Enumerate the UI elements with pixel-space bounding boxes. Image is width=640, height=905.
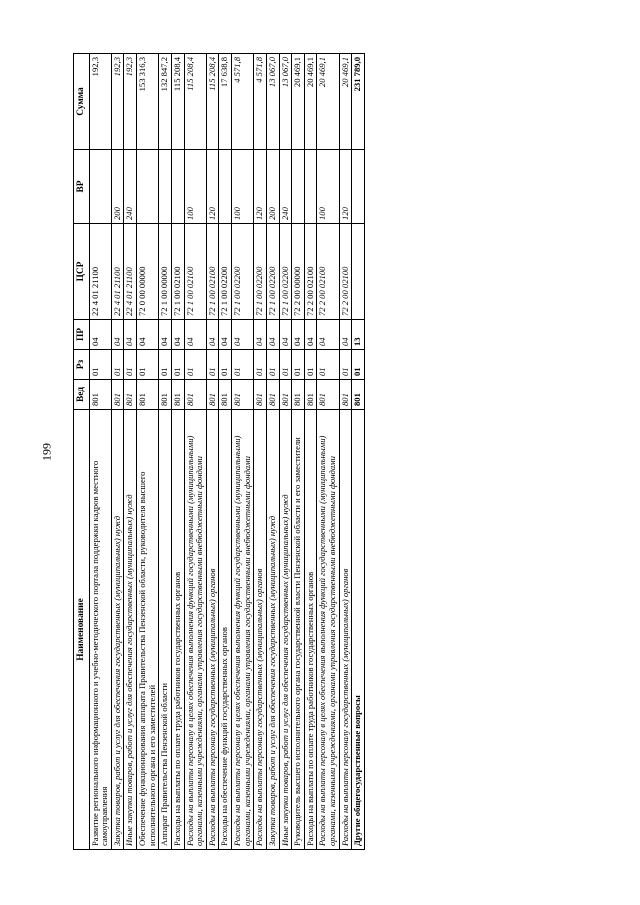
cell-ved: 801 [304,380,317,410]
cell-pr: 04 [254,320,267,350]
cell-rz: 01 [254,350,267,380]
cell-rz: 01 [171,350,184,380]
cell-sum: 20 469,1 [339,54,352,150]
cell-name: Развитие регионального информационного и учебно-методического портала поддержки кадров местного самоуправления [89,410,111,850]
cell-csr: 72 2 00 02100 [317,224,339,320]
table-row [254,54,267,850]
header-ved: Вед [74,380,90,410]
cell-sum: 115 208,4 [184,54,206,150]
table-row [124,54,137,850]
cell-ved: 801 [339,380,352,410]
header-rz: Рз [74,350,90,380]
cell-sum: 20 469,1 [292,54,305,150]
cell-vr: 120 [339,150,352,224]
cell-name: Расходы на выплаты персоналу государственных (муниципальных) органов [206,410,219,850]
cell-csr: 72 1 00 02100 [206,224,219,320]
cell-vr [304,150,317,224]
cell-pr: 13 [352,320,365,350]
cell-vr: 200 [266,150,279,224]
cell-sum: 17 638,8 [219,54,232,150]
cell-csr: 72 2 00 00000 [292,224,305,320]
table-row [317,54,339,850]
cell-ved: 801 [254,380,267,410]
cell-csr: 72 1 00 02100 [171,224,184,320]
cell-pr: 04 [292,320,305,350]
cell-csr: 72 2 00 02100 [304,224,317,320]
table-row [279,54,292,850]
cell-pr: 04 [219,320,232,350]
cell-vr [89,150,111,224]
page-number: 199 [39,443,54,461]
cell-rz: 01 [279,350,292,380]
cell-rz: 01 [339,350,352,380]
cell-csr [352,224,365,320]
table-row [232,54,254,850]
cell-csr: 72 1 00 00000 [159,224,172,320]
header-name: Наименование [74,410,90,850]
cell-name: Другие общегосударственные вопросы [352,410,365,850]
table-row [219,54,232,850]
cell-pr: 04 [137,320,159,350]
cell-ved: 801 [159,380,172,410]
table-row [206,54,219,850]
cell-sum: 153 316,3 [137,54,159,150]
cell-name: Расходы на выплаты персоналу в целях обеспечения выполнения функций государственными (муниципальными) органами, казенными учреждениями, органами управления государственными внебюджетными фондами [232,410,254,850]
cell-rz: 01 [89,350,111,380]
table-body [89,54,364,850]
header-sum: Сумма [74,54,90,150]
cell-name: Аппарат Правительства Пензенской области [159,410,172,850]
table-row [184,54,206,850]
table-row [266,54,279,850]
cell-name: Расходы на выплаты персоналу в целях обеспечения выполнения функций государственными (муниципальными) органами, казенными учреждениями, органами управления государственными внебюджетными фондами [184,410,206,850]
cell-vr: 120 [206,150,219,224]
cell-rz: 01 [184,350,206,380]
cell-ved: 801 [206,380,219,410]
cell-sum: 13 067,0 [266,54,279,150]
table-row [292,54,305,850]
cell-sum: 192,3 [111,54,124,150]
cell-pr: 04 [171,320,184,350]
cell-csr: 72 1 00 02200 [219,224,232,320]
cell-rz: 01 [111,350,124,380]
cell-name: Расходы на выплаты персоналу в целях обеспечения выполнения функций государственными (муниципальными) органами, казенными учреждениями, органами управления государственными внебюджетными фондами [317,410,339,850]
cell-csr: 22 4 01 21100 [111,224,124,320]
cell-csr: 72 1 00 02200 [232,224,254,320]
cell-sum: 115 208,4 [206,54,219,150]
table-row [352,54,365,850]
cell-sum: 4 571,8 [254,54,267,150]
cell-sum: 115 208,4 [171,54,184,150]
cell-rz: 01 [292,350,305,380]
cell-name: Закупка товаров, работ и услуг для обеспечения государственных (муниципальных) нужд [111,410,124,850]
cell-vr [171,150,184,224]
cell-csr: 72 1 00 02200 [254,224,267,320]
cell-rz: 01 [137,350,159,380]
cell-name: Иные закупки товаров, работ и услуг для обеспечения государственных (муниципальных) нужд [124,410,137,850]
table-row [111,54,124,850]
cell-sum: 192,3 [89,54,111,150]
cell-name: Расходы на выплаты персоналу государственных (муниципальных) органов [339,410,352,850]
header-pr: ПР [74,320,90,350]
cell-csr: 22 4 01 21100 [89,224,111,320]
cell-name: Обеспечение функционирования аппарата Правительства Пензенской области, руководителя высшего исполнительного органа и его заместителей [137,410,159,850]
cell-csr: 72 2 00 02100 [339,224,352,320]
cell-sum: 132 847,2 [159,54,172,150]
cell-vr: 240 [279,150,292,224]
cell-rz: 01 [352,350,365,380]
cell-pr: 04 [339,320,352,350]
cell-rz: 01 [124,350,137,380]
cell-vr: 120 [254,150,267,224]
cell-vr [137,150,159,224]
table-row [137,54,159,850]
cell-rz: 01 [159,350,172,380]
cell-rz: 01 [219,350,232,380]
cell-sum: 20 469,1 [304,54,317,150]
cell-vr [292,150,305,224]
cell-vr: 100 [232,150,254,224]
cell-ved: 801 [219,380,232,410]
table-row [89,54,111,850]
cell-ved: 801 [279,380,292,410]
cell-ved: 801 [137,380,159,410]
cell-ved: 801 [89,380,111,410]
cell-name: Расходы на выплаты по оплате труда работников государственных органов [304,410,317,850]
budget-table [73,53,365,850]
cell-name: Расходы на обеспечение функций государственных органов [219,410,232,850]
header-vr: ВР [74,150,90,224]
cell-rz: 01 [266,350,279,380]
cell-ved: 801 [232,380,254,410]
cell-ved: 801 [352,380,365,410]
cell-ved: 801 [124,380,137,410]
cell-vr [219,150,232,224]
cell-pr: 04 [279,320,292,350]
cell-pr: 04 [159,320,172,350]
cell-rz: 01 [206,350,219,380]
cell-name: Расходы на выплаты по оплате труда работников государственных органов [171,410,184,850]
cell-rz: 01 [232,350,254,380]
cell-pr: 04 [304,320,317,350]
cell-csr: 72 1 00 02200 [279,224,292,320]
cell-csr: 22 4 01 21100 [124,224,137,320]
cell-ved: 801 [317,380,339,410]
cell-pr: 04 [232,320,254,350]
cell-rz: 01 [317,350,339,380]
cell-sum: 192,3 [124,54,137,150]
cell-pr: 04 [317,320,339,350]
cell-vr [159,150,172,224]
table-row [339,54,352,850]
cell-ved: 801 [111,380,124,410]
cell-sum: 4 571,8 [232,54,254,150]
cell-sum: 231 789,0 [352,54,365,150]
cell-name: Иные закупки товаров, работ и услуг для обеспечения государственных (муниципальных) нужд [279,410,292,850]
budget-table-container [73,54,568,850]
cell-sum: 20 469,1 [317,54,339,150]
cell-name: Расходы на выплаты персоналу государственных (муниципальных) органов [254,410,267,850]
table-header-row [74,54,90,850]
cell-ved: 801 [266,380,279,410]
cell-pr: 04 [89,320,111,350]
cell-pr: 04 [111,320,124,350]
cell-pr: 04 [184,320,206,350]
cell-ved: 801 [171,380,184,410]
cell-sum: 13 067,0 [279,54,292,150]
cell-vr [352,150,365,224]
cell-ved: 801 [292,380,305,410]
cell-rz: 01 [304,350,317,380]
cell-csr: 72 1 00 02200 [266,224,279,320]
cell-vr: 100 [184,150,206,224]
cell-csr: 72 0 00 00000 [137,224,159,320]
cell-vr: 240 [124,150,137,224]
table-row [171,54,184,850]
table-row [159,54,172,850]
cell-pr: 04 [206,320,219,350]
cell-pr: 04 [266,320,279,350]
cell-vr: 200 [111,150,124,224]
cell-ved: 801 [184,380,206,410]
cell-name: Руководитель высшего исполнительного органа государственной власти Пензенской области и его заместители [292,410,305,850]
cell-pr: 04 [124,320,137,350]
table-row [304,54,317,850]
cell-vr: 100 [317,150,339,224]
cell-name: Закупка товаров, работ и услуг для обеспечения государственных (муниципальных) нужд [266,410,279,850]
cell-csr: 72 1 00 02100 [184,224,206,320]
header-csr: ЦСР [74,224,90,320]
